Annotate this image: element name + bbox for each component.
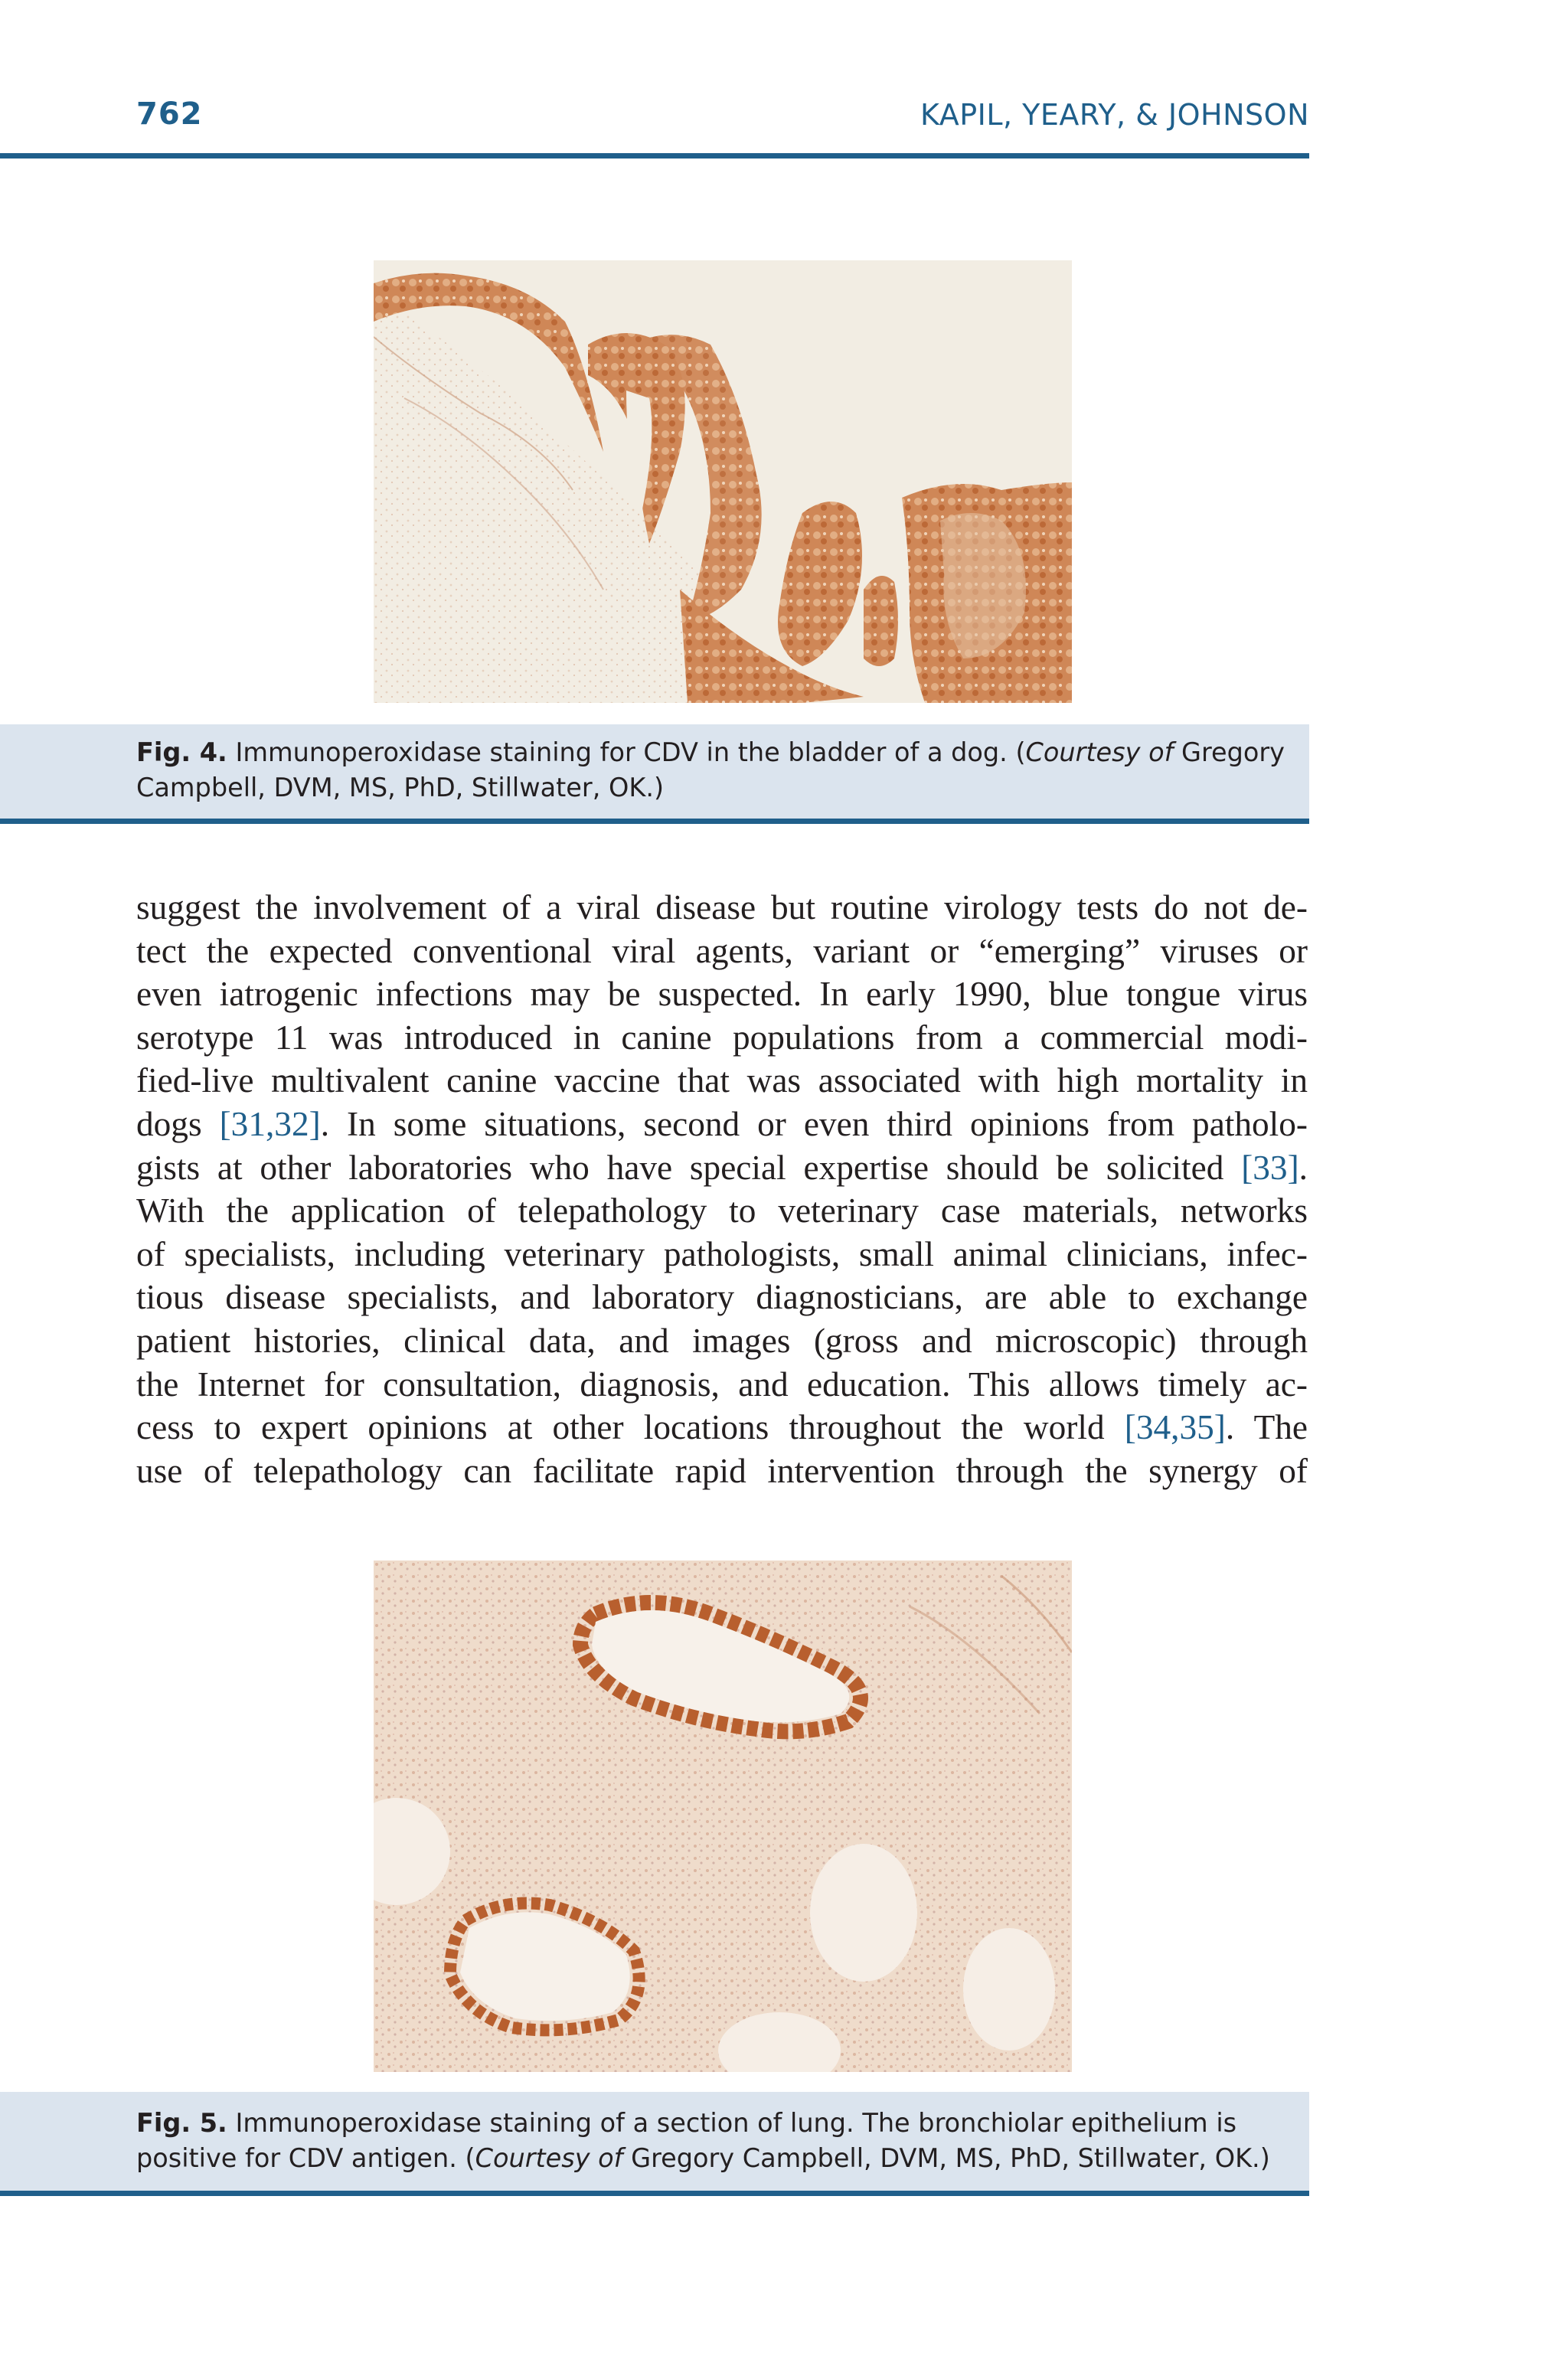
body-text-segment: serotype 11 was introduced in canine populations from a commercial modi- <box>136 1018 1308 1057</box>
body-text-segment: With the application of telepathology to veterinary case materials, networks <box>136 1191 1308 1230</box>
body-text-segment: the Internet for consultation, diagnosis, and education. This allows timely ac- <box>136 1364 1308 1404</box>
citation-link[interactable]: [33] <box>1241 1148 1299 1187</box>
body-text-line <box>136 1276 1308 1319</box>
body-text-line <box>136 972 1308 1016</box>
figure-5-courtesy: Courtesy of <box>475 2143 623 2173</box>
figure-4-caption-text <box>136 735 1300 806</box>
fig5-micrograph <box>374 1560 1072 2072</box>
body-text-segment: . The <box>1225 1408 1308 1447</box>
figure-5-caption-text <box>136 2106 1300 2176</box>
body-text-segment: gists at other laboratories who have special expertise should be solicited <box>136 1148 1242 1187</box>
body-text-line <box>136 1363 1308 1407</box>
body-text <box>136 886 1308 1492</box>
body-text-line <box>136 1319 1308 1363</box>
running-head: KAPIL, YEARY, & JOHNSON <box>920 98 1309 132</box>
figure-4-courtesy-credit: Gregory Campbell, DVM, MS, PhD, Stillwater, OK.) <box>136 737 1285 802</box>
figure-5-courtesy-credit: Gregory Campbell, DVM, MS, PhD, Stillwater, OK.) <box>622 2143 1270 2173</box>
body-text-line <box>136 1059 1308 1103</box>
figure-4-caption-body: Immunoperoxidase staining for CDV in the bladder of a dog. ( <box>235 737 1026 767</box>
citation-link[interactable]: [34,35] <box>1124 1408 1226 1447</box>
body-text-segment: even iatrogenic infections may be suspected. In early 1990, blue tongue virus <box>136 975 1308 1014</box>
figure-4-label: Fig. 4. <box>136 737 227 767</box>
figure-4-caption <box>0 724 1309 824</box>
body-text-line <box>136 1233 1308 1276</box>
header-rule <box>0 153 1309 159</box>
figure-5-caption <box>0 2092 1309 2196</box>
body-text-segment: of specialists, including veterinary pathologists, small animal clinicians, infec- <box>136 1234 1308 1273</box>
body-text-segment: use of telepathology can facilitate rapid intervention through the synergy of <box>136 1451 1308 1490</box>
body-text-segment: fied-live multivalent canine vaccine that was associated with high mortality in <box>136 1061 1308 1100</box>
micrograph-lung-icon <box>374 1560 1072 2072</box>
body-text-line <box>136 1103 1308 1146</box>
body-text-line <box>136 1016 1308 1060</box>
body-text-segment: . In some situations, second or even third opinions from patholo- <box>320 1104 1308 1143</box>
figure-5-label: Fig. 5. <box>136 2108 227 2138</box>
body-text-segment: tious disease specialists, and laboratory diagnosticians, are able to exchange <box>136 1278 1308 1317</box>
micrograph-bladder-icon <box>374 260 1072 703</box>
body-text-line <box>136 930 1308 973</box>
body-text-line <box>136 886 1308 930</box>
body-text-line <box>136 1449 1308 1493</box>
body-text-segment: . <box>1298 1148 1308 1187</box>
body-text-line <box>136 1406 1308 1449</box>
body-text-line <box>136 1189 1308 1233</box>
body-text-line <box>136 1146 1308 1190</box>
fig4-micrograph <box>374 260 1072 703</box>
body-text-segment: suggest the involvement of a viral disease but routine virology tests do not de- <box>136 888 1308 926</box>
figure-5-caption-body: Immunoperoxidase staining of a section of lung. The bronchiolar epithelium is positive for CDV antigen. ( <box>136 2108 1237 2173</box>
body-text-segment: dogs <box>136 1104 220 1143</box>
body-text-segment: tect the expected conventional viral agents, variant or “emerging” viruses or <box>136 931 1308 970</box>
figure-4-courtesy: Courtesy of <box>1025 737 1174 767</box>
page-number: 762 <box>136 96 203 132</box>
body-text-segment: patient histories, clinical data, and images (gross and microscopic) through <box>136 1321 1308 1360</box>
citation-link[interactable]: [31,32] <box>219 1104 321 1143</box>
body-text-segment: cess to expert opinions at other locations throughout the world <box>136 1408 1125 1447</box>
